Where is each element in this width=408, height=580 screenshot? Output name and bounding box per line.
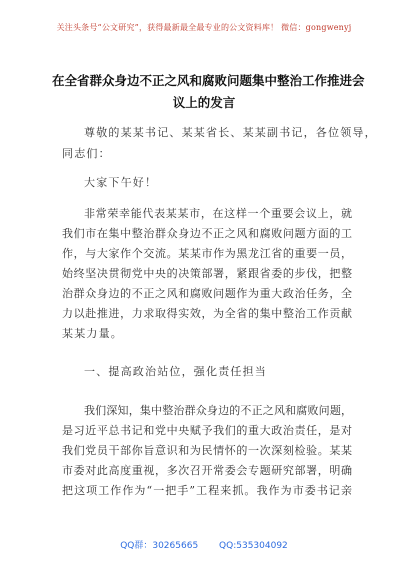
para2-line: 把这项工作作为“一把手”工程来抓。我作为市委书记亲 — [62, 484, 352, 497]
para1-line: 非常荣幸能代表某某市，在这样一个重要会议上，就 — [84, 207, 352, 220]
footer-qq: QQ:535304092 — [219, 541, 288, 551]
document-title-line-2: 议上的发言 — [172, 95, 236, 110]
header-banner: 关注头条号“公文研究”，获得最新最全最专业的公文资料库！ 微信：gongwenyj — [56, 23, 352, 32]
footer-qq-group: QQ群：30265665 — [120, 541, 199, 551]
document-title-line-1: 在全省群众身边不正之风和腐败问题集中整治工作推进会 — [52, 73, 365, 88]
para2-line: 我们党员干部你旨意识和为民情怀的一次深刻检验。某某 — [62, 444, 352, 457]
greeting: 大家下午好！ — [84, 176, 158, 189]
para1-line: 我们市在集中整治群众身边不正之风和腐败问题方面的工 — [62, 227, 352, 240]
section-heading: 一、提高政治站位，强化责任担当 — [84, 365, 267, 378]
salutation-line-2: 同志们： — [62, 147, 111, 160]
para2-line: 市委对此高度重视，多次召开常委会专题研究部署，明确 — [62, 464, 352, 477]
salutation-line-1: 尊敬的某某书记、某某省长、某某副书记，各位领导， — [84, 126, 377, 139]
para1-line: 作，与大家作个交流。某某市作为黑龙江省的重要一员， — [62, 247, 352, 260]
para2-line: 是习近平总书记和党中央赋予我们的重大政治责任，是对 — [62, 424, 352, 437]
para2-line: 我们深知，集中整治群众身边的不正之风和腐败问题， — [84, 404, 352, 417]
para1-line: 始终坚决贯彻党中央的决策部署，紧跟省委的步伐，把整 — [62, 267, 352, 280]
para1-line: 力以赴推进，力求取得实效，为全省的集中整治工作贡献 — [62, 307, 352, 320]
footer-contact — [0, 538, 408, 551]
para1-line: 治群众身边的不正之风和腐败问题作为重大政治任务，全 — [62, 287, 352, 300]
para1-line: 某某力量。 — [62, 327, 123, 340]
